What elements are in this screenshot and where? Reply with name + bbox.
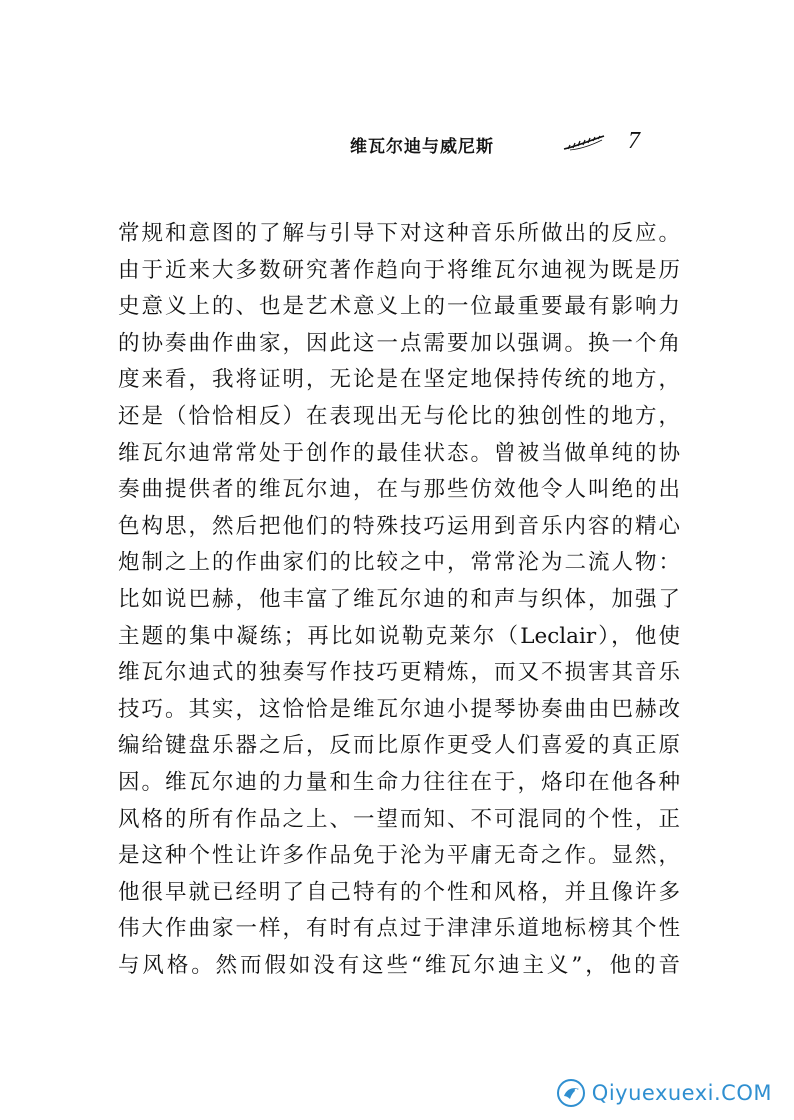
text-line: 与风格。然而假如没有这些“维瓦尔迪主义”，他的音 bbox=[118, 952, 680, 978]
text-line: 因。维瓦尔迪的力量和生命力往往在于，烙印在他各种 bbox=[118, 769, 680, 795]
text-line: 伟大作曲家一样，有时有点过于津津乐道地标榜其个性 bbox=[118, 916, 680, 942]
text-line: 技巧。其实，这恰恰是维瓦尔迪小提琴协奏曲由巴赫改 bbox=[118, 696, 680, 722]
text-line: 主题的集中凝练；再比如说勒克莱尔（Leclair），他使 bbox=[118, 623, 680, 649]
text-line: 维瓦尔迪式的独奏写作技巧更精炼，而又不损害其音乐 bbox=[118, 660, 680, 686]
text-line: 常规和意图的了解与引导下对这种音乐所做出的反应。 bbox=[118, 221, 680, 246]
ornament-icon bbox=[562, 134, 606, 152]
running-title: 维瓦尔迪与威尼斯 bbox=[350, 137, 494, 157]
text-line: 是这种个性让许多作品免于沦为平庸无奇之作。显然， bbox=[118, 843, 680, 869]
text-line: 比如说巴赫，他丰富了维瓦尔迪的和声与织体，加强了 bbox=[118, 586, 680, 612]
text-line: 的协奏曲作曲家，因此这一点需要加以强调。换一个角 bbox=[118, 330, 680, 356]
text-line: 编给键盘乐器之后，反而比原作更受人们喜爱的真正原 bbox=[118, 733, 680, 759]
body-text bbox=[118, 216, 680, 984]
text-line: 维瓦尔迪常常处于创作的最佳状态。曾被当做单纯的协 bbox=[118, 440, 680, 466]
text-line: 风格的所有作品之上、一望而知、不可混同的个性，正 bbox=[118, 806, 680, 832]
text-line: 他很早就已经明了自己特有的个性和风格，并且像许多 bbox=[118, 879, 680, 905]
text-line: 还是（恰恰相反）在表现出无与伦比的独创性的地方， bbox=[118, 403, 680, 429]
running-head bbox=[350, 128, 660, 160]
text-line: 奏曲提供者的维瓦尔迪，在与那些仿效他令人叫绝的出 bbox=[118, 477, 680, 503]
bird-logo-icon bbox=[556, 1078, 586, 1108]
text-line: 由于近来大多数研究著作趋向于将维瓦尔迪视为既是历 bbox=[118, 257, 680, 283]
text-line: 炮制之上的作曲家们的比较之中，常常沦为二流人物： bbox=[118, 550, 680, 576]
text-line: 史意义上的、也是艺术意义上的一位最重要最有影响力 bbox=[118, 294, 680, 320]
text-line: 度来看，我将证明，无论是在坚定地保持传统的地方， bbox=[118, 367, 680, 393]
page-number: 7 bbox=[628, 128, 640, 154]
text-line: 色构思，然后把他们的特殊技巧运用到音乐内容的精心 bbox=[118, 513, 680, 539]
watermark-text: Qiyuexuexi.COM bbox=[591, 1081, 772, 1105]
watermark bbox=[556, 1078, 772, 1108]
